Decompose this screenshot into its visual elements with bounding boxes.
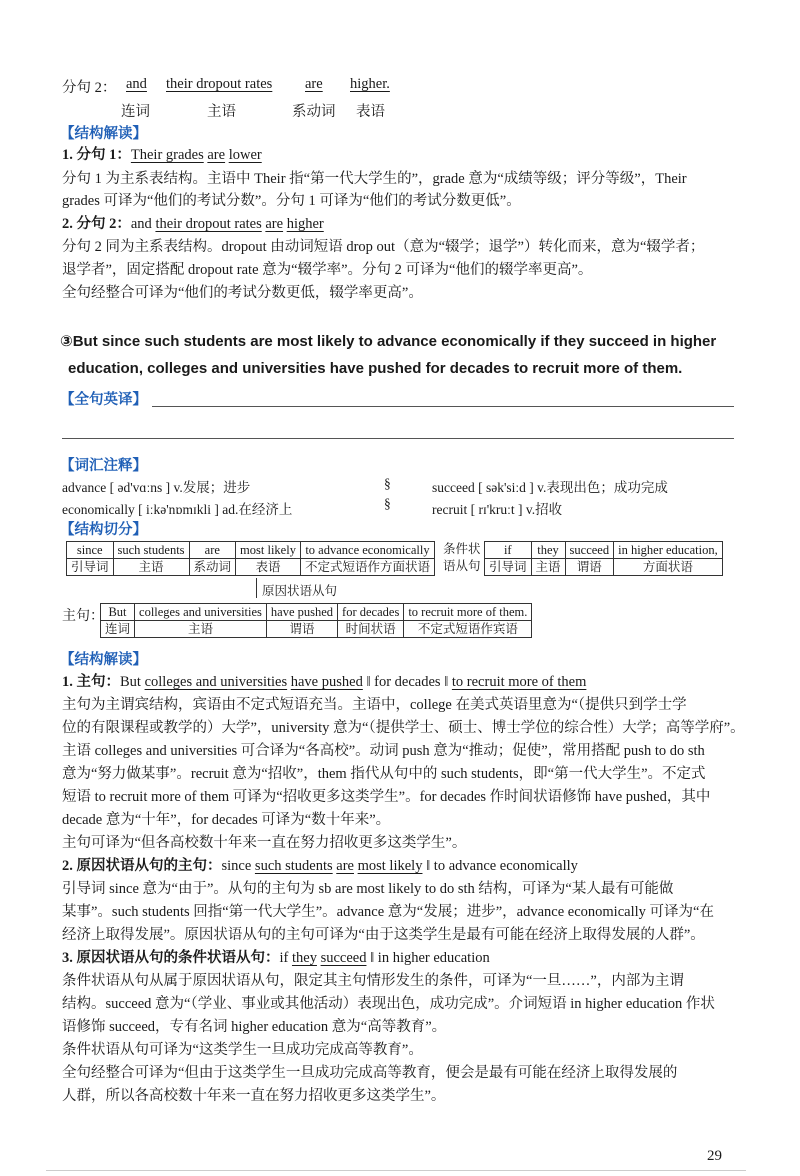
table-cell: 主语 xyxy=(135,621,267,638)
h1-pred: lower xyxy=(228,147,262,163)
h1-subject: Their grades xyxy=(130,147,204,163)
heading-num: 2. 分句 2： xyxy=(62,216,131,232)
label-pred: 表语 xyxy=(356,104,385,120)
vocab-advance: advance [ əd'vɑːns ] v.发展；进步 xyxy=(62,480,251,495)
label-conj: 连词 xyxy=(121,104,150,120)
table-cell: 主语 xyxy=(531,559,565,576)
paragraph: 退学者”，固定搭配 dropout rate 意为“辍学率”。分句 2 可译为“他们的辍学率更高”。 xyxy=(62,262,593,278)
table-cell: have pushed xyxy=(266,604,337,621)
h-pred: most likely xyxy=(357,858,423,874)
h-adverbial: ‖ in higher education xyxy=(366,950,490,966)
paragraph: 引导词 since 意为“由于”。从句的主句为 sb are most likely to do sth 结构，可译为“某人最有可能做 xyxy=(62,881,674,897)
paragraph: 全句经整合可译为“他们的考试分数更低，辍学率更高”。 xyxy=(62,285,423,301)
heading-num: 1. 主句： xyxy=(62,674,120,690)
clause2-subject: their dropout rates xyxy=(166,76,273,92)
paragraph: 意为“努力做某事”。recruit 意为“招收”，them 指代从句中的 such students，即“第一代大学生”。不定式 xyxy=(62,766,706,782)
table-cell: such students xyxy=(113,542,189,559)
table-row xyxy=(101,621,532,638)
table-cell: 表语 xyxy=(236,559,301,576)
table-row xyxy=(485,542,723,559)
h2-pred: higher xyxy=(286,216,324,232)
table-cell: 谓语 xyxy=(565,559,614,576)
paragraph: 分句 1 为主系表结构。主语中 Their 指“第一代大学生的”，grade 意为“成绩等级；评分等级”，Their xyxy=(62,171,687,187)
table-cell: 时间状语 xyxy=(338,621,404,638)
heading-num: 1. 分句 1： xyxy=(62,147,131,163)
table-row xyxy=(101,604,532,621)
condition-label xyxy=(443,541,481,575)
paragraph: 分句 2 同为主系表结构。dropout 由动词短语 drop out（意为“辍学；退学”）转化而来，意为“辍学者； xyxy=(62,239,705,255)
h-verb: succeed xyxy=(320,950,367,966)
paragraph: 全句经整合可译为“但由于这类学生一旦成功完成高等教育，便会是最有可能在经济上取得发展的 xyxy=(62,1065,678,1081)
label-subj: 主语 xyxy=(207,104,236,120)
table-cell: if xyxy=(485,542,532,559)
table-row xyxy=(485,559,723,576)
h-verb: are xyxy=(336,858,354,874)
section-head-structure-1: 【结构解读】 xyxy=(60,126,147,142)
paragraph: 语修饰 succeed，专有名词 higher education 意为“高等教育”。 xyxy=(62,1019,447,1035)
clause2-line xyxy=(62,76,116,97)
paragraph: 主句为主谓宾结构，宾语由不定式短语充当。主语中，college 在美式英语里意为“（提供只到学士学 xyxy=(62,697,687,713)
heading-clause2 xyxy=(62,213,324,235)
paragraph: 位的有限课程或教学的）大学”，university 意为“（提供学士、硕士、博士学位的综合性）大学；高等学府”。 xyxy=(62,720,745,736)
main-clause-table xyxy=(100,603,532,638)
paragraph: grades 可译为“他们的考试分数”。分句 1 可译为“他们的考试分数更低”。 xyxy=(62,193,521,209)
paragraph: 主语 colleges and universities 可合译为“各高校”。动词 push 意为“推动；促使”，常用搭配 push to do sth xyxy=(62,743,705,759)
h-if: if xyxy=(279,950,292,966)
section-head-structure-2: 【结构解读】 xyxy=(60,652,147,668)
heading-main-clause xyxy=(62,671,586,693)
footer-rule xyxy=(46,1170,746,1171)
translation-line-2 xyxy=(62,438,734,439)
h-verb: have pushed xyxy=(290,674,363,690)
paragraph: 条件状语从句从属于原因状语从句，限定其主句情形发生的条件，可译为“一旦……”，内部为主谓 xyxy=(62,973,684,989)
page-number: 29 xyxy=(707,1148,722,1164)
sentence-number: ③ xyxy=(60,333,73,350)
heading-condition-clause xyxy=(62,947,490,969)
table-cell: 不定式短语作方面状语 xyxy=(300,559,434,576)
connector-line xyxy=(256,578,257,598)
table-cell: to advance economically xyxy=(300,542,434,559)
table-cell: 系动词 xyxy=(189,559,236,576)
vocab-succeed: succeed [ sək'siːd ] v.表现出色；成功完成 xyxy=(432,480,668,495)
clause2-verb: are xyxy=(305,76,323,92)
paragraph: 结构。succeed 意为“（学业、事业或其他活动）表现出色，成功完成”。介词短语 in higher education 作状 xyxy=(62,996,715,1012)
clause2-pred: higher. xyxy=(350,76,390,92)
paragraph: 某事”。such students 回指“第一代大学生”。advance 意为“发展；进步”，advance economically 可译为“在 xyxy=(62,904,714,920)
table-cell: 连词 xyxy=(101,621,135,638)
table-cell: most likely xyxy=(236,542,301,559)
paragraph: 人群，所以各高校数十年来一直在努力招收更多这类学生”。 xyxy=(62,1088,446,1104)
h-adverbial: ‖ to advance economically xyxy=(422,858,578,874)
heading-reason-clause xyxy=(62,855,578,877)
h-adverbial: ‖ for decades ‖ xyxy=(362,674,452,690)
heading-clause1 xyxy=(62,144,262,166)
split-head: 【结构切分】 xyxy=(60,522,147,538)
table-cell: colleges and universities xyxy=(135,604,267,621)
condition-label-2: 语从句 xyxy=(443,559,481,573)
vocab-separator: § xyxy=(384,496,391,511)
table-cell: are xyxy=(189,542,236,559)
reason-label: 原因状语从句 xyxy=(262,584,338,598)
h-since: since xyxy=(221,858,255,874)
main-clause-label: 主句： xyxy=(62,609,104,624)
condition-clause-table xyxy=(484,541,723,576)
sentence-line-2: education, colleges and universities have pushed for decades to recruit more of them. xyxy=(68,360,683,377)
h1-verb: are xyxy=(207,147,226,163)
table-cell: they xyxy=(531,542,565,559)
paragraph: 主句可译为“但各高校数十年来一直在努力招收更多这类学生”。 xyxy=(62,835,467,851)
h2-and: and xyxy=(130,216,156,232)
paragraph: 条件状语从句可译为“这类学生一旦成功完成高等教育”。 xyxy=(62,1042,423,1058)
translation-head: 【全句英译】 xyxy=(60,392,147,408)
clause2-prefix: 分句 2： xyxy=(62,80,117,96)
vocab-economically: economically [ iːkə'nɒmɪkli ] ad.在经济上 xyxy=(62,502,293,517)
vocab-recruit: recruit [ rɪ'kruːt ] v.招收 xyxy=(432,502,563,517)
paragraph: 短语 to recruit more of them 可译为“招收更多这类学生”。for decades 作时间状语修饰 have pushed，其中 xyxy=(62,789,711,805)
condition-label-1: 条件状 xyxy=(443,542,481,556)
table-cell: since xyxy=(67,542,114,559)
paragraph: decade 意为“十年”，for decades 可译为“数十年来”。 xyxy=(62,812,391,828)
h-but: But xyxy=(120,674,145,690)
h-subject: such students xyxy=(254,858,333,874)
sentence-line-1: ③But since such students are most likely to advance economically if they succeed in higher xyxy=(60,333,717,350)
table-cell: 谓语 xyxy=(266,621,337,638)
table-cell: 引导词 xyxy=(67,559,114,576)
h-subject: they xyxy=(291,950,317,966)
table-row xyxy=(67,542,435,559)
reason-clause-table xyxy=(66,541,435,576)
table-cell: 主语 xyxy=(113,559,189,576)
h2-verb: are xyxy=(265,216,284,232)
table-cell: to recruit more of them. xyxy=(404,604,532,621)
table-cell: for decades xyxy=(338,604,404,621)
label-link: 系动词 xyxy=(292,104,336,120)
heading-num: 2. 原因状语从句的主句： xyxy=(62,858,222,874)
paragraph: 经济上取得发展”。原因状语从句的主句可译为“由于这类学生是最有可能在经济上取得发展的人群”。 xyxy=(62,927,705,943)
clause2-and: and xyxy=(126,76,147,92)
h2-subject: their dropout rates xyxy=(155,216,262,232)
table-row xyxy=(67,559,435,576)
table-cell: 引导词 xyxy=(485,559,532,576)
h-object: to recruit more of them xyxy=(451,674,587,690)
vocab-head: 【词汇注释】 xyxy=(60,458,147,474)
table-cell: 方面状语 xyxy=(614,559,723,576)
translation-line-1 xyxy=(152,406,734,407)
h-subject: colleges and universities xyxy=(144,674,288,690)
table-cell: succeed xyxy=(565,542,614,559)
table-cell: in higher education, xyxy=(614,542,723,559)
table-cell: 不定式短语作宾语 xyxy=(404,621,532,638)
table-cell: But xyxy=(101,604,135,621)
vocab-separator: § xyxy=(384,476,391,491)
heading-num: 3. 原因状语从句的条件状语从句： xyxy=(62,950,280,966)
example-sentence xyxy=(60,328,740,382)
